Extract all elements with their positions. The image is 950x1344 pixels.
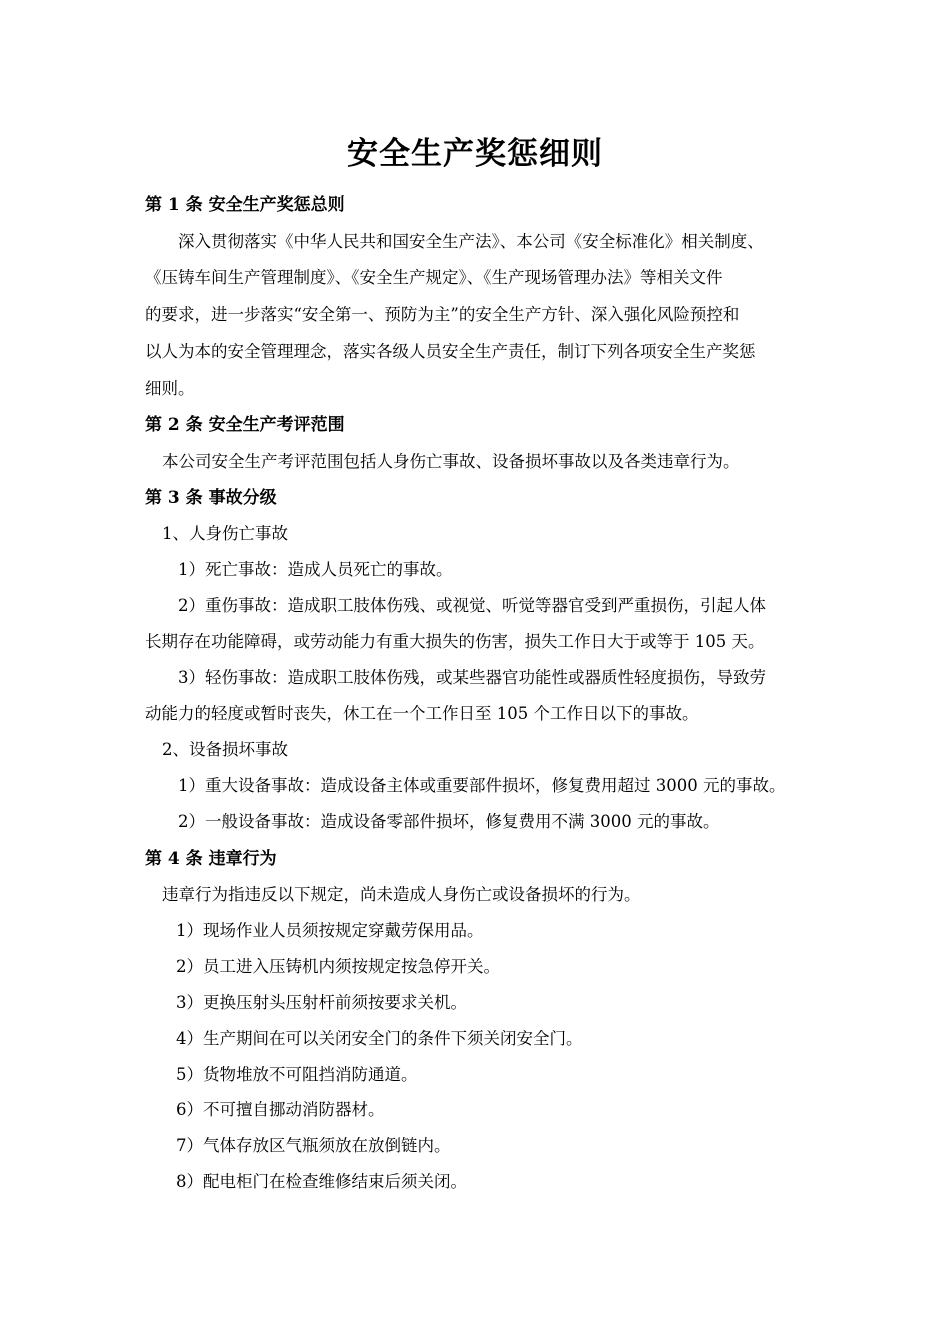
document-title: 安全生产奖惩细则 bbox=[347, 136, 603, 172]
list-item: 7）气体存放区气瓶须放在放倒链内。 bbox=[176, 1136, 451, 1155]
article-4-heading: 第 4 条 违章行为 bbox=[145, 849, 277, 869]
paragraph-line: 细则。 bbox=[145, 379, 195, 398]
list-item: 2）一般设备事故：造成设备零部件损坏，修复费用不满 3000 元的事故。 bbox=[178, 812, 720, 831]
list-item: 2）重伤事故：造成职工肢体伤残、或视觉、听觉等器官受到严重损伤，引起人体 bbox=[178, 596, 766, 615]
list-item-continued: 动能力的轻度或暂时丧失，休工在一个工作日至 105 个工作日以下的事故。 bbox=[145, 704, 699, 723]
paragraph-line: 违章行为指违反以下规定，尚未造成人身伤亡或设备损坏的行为。 bbox=[162, 885, 641, 904]
list-item: 1）死亡事故：造成人员死亡的事故。 bbox=[178, 560, 453, 579]
paragraph-line: 《压铸车间生产管理制度》、《安全生产规定》、《生产现场管理办法》等相关文件 bbox=[145, 268, 723, 287]
list-item: 3）轻伤事故：造成职工肢体伤残，或某些器官功能性或器质性轻度损伤，导致劳 bbox=[178, 668, 766, 687]
list-item: 8）配电柜门在检查维修结束后须关闭。 bbox=[176, 1172, 467, 1191]
list-item: 2、设备损坏事故 bbox=[162, 740, 288, 759]
article-1-heading: 第 1 条 安全生产奖惩总则 bbox=[145, 195, 345, 215]
list-item: 4）生产期间在可以关闭安全门的条件下须关闭安全门。 bbox=[176, 1029, 583, 1048]
list-item: 1）现场作业人员须按规定穿戴劳保用品。 bbox=[176, 921, 484, 940]
list-item: 6）不可擅自挪动消防器材。 bbox=[176, 1100, 385, 1119]
article-2-heading: 第 2 条 安全生产考评范围 bbox=[145, 415, 345, 435]
list-item: 2）员工进入压铸机内须按规定按急停开关。 bbox=[176, 957, 500, 976]
list-item: 1）重大设备事故：造成设备主体或重要部件损坏，修复费用超过 3000 元的事故。 bbox=[178, 776, 786, 795]
list-item: 3）更换压射头压射杆前须按要求关机。 bbox=[176, 993, 467, 1012]
paragraph-line: 以人为本的安全管理理念，落实各级人员安全生产责任，制订下列各项安全生产奖惩 bbox=[145, 342, 756, 361]
paragraph-line: 深入贯彻落实《中华人民共和国安全生产法》、本公司《安全标准化》相关制度、 bbox=[178, 232, 764, 251]
article-3-heading: 第 3 条 事故分级 bbox=[145, 488, 277, 508]
paragraph-line: 的要求，进一步落实“安全第一、预防为主”的安全生产方针、深入强化风险预控和 bbox=[145, 305, 740, 324]
list-item: 5）货物堆放不可阻挡消防通道。 bbox=[176, 1065, 418, 1084]
list-item-continued: 长期存在功能障碍，或劳动能力有重大损失的伤害，损失工作日大于或等于 105 天。 bbox=[145, 632, 765, 651]
list-item: 1、人身伤亡事故 bbox=[162, 524, 288, 543]
paragraph-line: 本公司安全生产考评范围包括人身伤亡事故、设备损坏事故以及各类违章行为。 bbox=[162, 452, 740, 471]
